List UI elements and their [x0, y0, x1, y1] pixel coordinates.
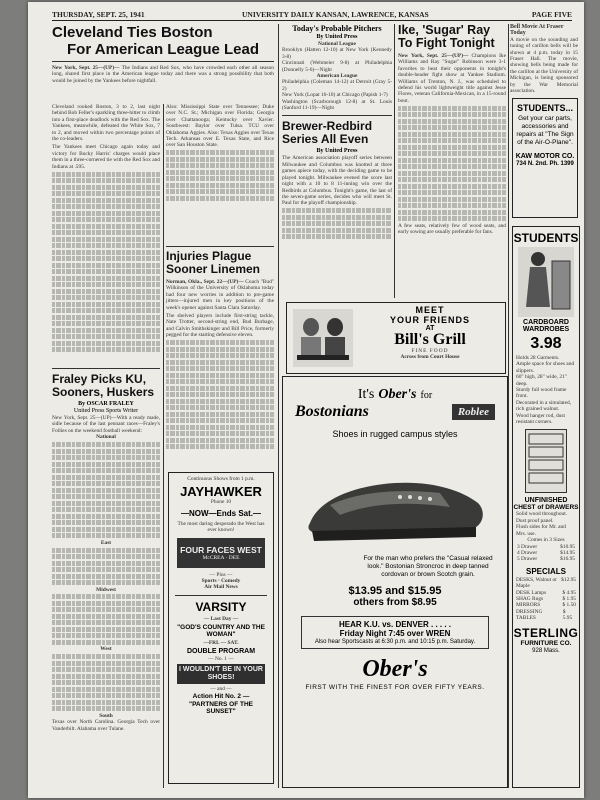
special-name: DESKS, Walnut or Maple — [516, 576, 557, 590]
fraley-headline-2: Sooners, Huskers — [52, 385, 155, 399]
wardrobe-feature: Wood hanger rod, dust resistant corners. — [516, 412, 565, 426]
theater-ad — [168, 472, 274, 784]
injuries-para-2: The shelved players include first-string tackle, Nate Trotter, second-string end, Bud Burbage, and Calvin Smithskinger and Bill Price, formerly pegged for the starting defensive eleven. — [166, 313, 274, 339]
fraley-last-line: Texas over North Carolina. Georgia Tech over Vanderbilt. Alabama over Tulane. — [52, 719, 160, 732]
jayhawker-phone: Phone 10 — [210, 499, 232, 506]
jayhawker-plus: — Plus — — [209, 571, 233, 578]
varsity-double: DOUBLE PROGRAM — [186, 647, 256, 655]
obers-its: It's — [357, 387, 375, 402]
special-items — [513, 577, 579, 622]
ike-dateline: New York, Sept. 25—(UP)— — [398, 53, 469, 59]
text-filler — [52, 172, 160, 353]
injuries-pre-text: Also: Mississippi State over Tennessee; Duke over N.C. St.; Michigan over Florida; Georgia over Chattanooga; Kentucky over Xavier. Southwest: Baylor over Tulsa. TCU over Oklahoma Aggies. Also: Texas Aggies over Texas Tech. Arkansas over E. Texas State, and Rice over San Houston State. — [166, 104, 274, 149]
special-price: $ 1.50 — [562, 602, 576, 609]
kaw-students: STUDENTS... — [516, 103, 573, 113]
varsity-no1: — No. 1 — — [208, 655, 234, 662]
sterling-wardrobes: WARDROBES — [522, 326, 570, 333]
bostonians-logo: Bostonians — [295, 403, 369, 420]
ike-end-text: A few seats, relatively few of wood seats, and early sowing are usually preferable for fans. — [398, 222, 506, 236]
fraley-west-label: West — [100, 646, 112, 653]
obers-name: Ober's — [378, 387, 417, 402]
pitchers-al-game-3: Washington (Scarborough 12-8) at St. Louis (Sanford 11-19)—Night — [282, 98, 392, 112]
pitchers-nl-game-1: Brooklyn (Hatten 12-10) at New York (Kennedy 3-8) — [282, 47, 392, 60]
sterling-chest: CHEST of DRAWERS — [513, 504, 579, 512]
varsity-movie2: "GOD'S COUNTRY AND THE WOMAN" — [177, 624, 265, 639]
obers-logo: Ober's — [362, 656, 428, 682]
kaw-line1: Get your car parts, accessories and repairs at "The Sign of the Air-O-Plane". — [516, 115, 574, 146]
size-price: $14.95 — [560, 549, 575, 556]
sterling-cardboard: CARDBOARD — [523, 319, 569, 326]
pitchers-nl-game-2: Cincinnati (Wehmeier 9-8) at Philadelphia (Donnelly 5-6)—Night — [282, 60, 392, 73]
header-page: PAGE FIVE — [531, 10, 572, 19]
cleveland-para-3: The Yankees meet Chicago again today and victory for Bucky Harris' charges would place them in a three-cornered tie with the Red Sox and Indians at .595. — [52, 144, 160, 170]
fraley-story — [52, 368, 160, 793]
fraley-midwest-label: Midwest — [96, 586, 116, 593]
special-price: $12.95 — [561, 576, 576, 583]
kaw-name: KAW MOTOR CO. — [515, 153, 575, 160]
wren-box — [301, 616, 489, 649]
size-name: 3 Drawer — [517, 543, 538, 550]
cleveland-para-2: Cleveland rooked Boston, 3 to 2, last night behind Bob Feller's sparkling three-hitter to climb into a first-place deadlock with the Red Sox. The Yankees, meanwhile, defeated the White Sox, 7 to 2, and moved within two percentage points of the co-leaders. — [52, 104, 160, 143]
column-rule — [508, 24, 509, 788]
obers-ad — [282, 376, 508, 788]
special-price: $ 4.95 — [562, 589, 576, 596]
pitchers-al-game-1: Philadelphia (Coleman 14-12) at Detroit (Gray 5-2) — [282, 79, 392, 92]
pitchers-al-game-2: New York (Lopat 16-10) at Chicago (Papish 1-7) — [282, 92, 388, 99]
varsity-name: VARSITY — [195, 599, 247, 614]
cleveland-lead: The Indians and Red Sox, who have crowded each other all season long, shared first place in the American league today and there was a strong possibility that both would be joined by the Yankees before nightfall. — [52, 65, 274, 84]
bills-grill-ad — [286, 302, 506, 374]
chest-sizes — [513, 544, 579, 563]
fraley-south-label: South — [99, 712, 113, 719]
kaw-motor-ad — [512, 98, 578, 218]
jayhawker-ends: —NOW—Ends Sat.— — [180, 508, 261, 518]
brewer-headline-2: Series All Even — [282, 132, 369, 147]
bell-headline: Bell Movie At Fraser Today — [510, 24, 564, 37]
chest-feature: Flush sides for Mr. and Mrs. use. — [516, 524, 566, 537]
newspaper-page — [28, 2, 584, 798]
jayhawker-extras-2: Air Mail News — [204, 584, 238, 591]
col2-continued — [166, 104, 274, 244]
fraley-national-label: National — [96, 434, 116, 441]
student-illustration — [518, 247, 574, 317]
pitchers-al-label: American League — [316, 73, 358, 80]
chest-feature: Solid wood throughout. — [516, 511, 568, 518]
sterling-ad — [512, 226, 580, 788]
bell-story — [510, 24, 578, 95]
ike-headline-2: To Fight Tonight — [398, 36, 495, 50]
size-price: $10.95 — [560, 543, 575, 550]
obers-copy: For the man who prefers the "Casual relaxed look." Bostonian Stroncroc in deep tanned cordovan or brown Scotch grain. — [363, 555, 493, 578]
cleveland-dateline: New York, Sept. 25—(UP)— — [52, 65, 120, 71]
special-price: $ 1.95 — [562, 595, 576, 602]
jayhawker-tagline: The most daring desperado the West has ever known! — [177, 520, 265, 534]
brewer-byline: By United Press — [316, 148, 358, 155]
sterling-specials: SPECIALS — [525, 566, 566, 576]
shoe-illustration — [300, 445, 490, 555]
header-title: UNIVERSITY DAILY KANSAN, LAWRENCE, KANSAS — [242, 10, 429, 19]
varsity-movie4: Action Hit No. 2 — "PARTNERS OF THE SUNSET" — [189, 693, 253, 716]
brewer-text: The American association playoff series between Milwaukee and Columbus was knotted at three games apiece today, with the deciding game to be played tonight. Milwaukee evened the score last night with a 10 to 8 11-inning win over the Redbirds at Columbus. Tonight's game, the last of the seven-game series, decides who will meet St. Paul for the playoff championship. — [282, 155, 392, 207]
obers-sports: Also hear Sportscasts at 6:30 p.m. and 10:15 p.m. Saturday. — [314, 639, 476, 645]
kaw-address: 734 N. 2nd. Ph. 1399 — [516, 161, 574, 167]
sterling-address: 928 Mass. — [532, 647, 560, 654]
special-name: DESK Lamps — [516, 589, 547, 596]
varsity-fri-sat: —FRI. — SAT. — [203, 640, 239, 647]
diners-illustration — [293, 309, 353, 367]
bills-at: AT — [425, 325, 435, 332]
obers-for: for — [420, 390, 433, 401]
injuries-dateline: Norman, Okla., Sept. 22—(UP)— — [166, 279, 244, 285]
jayhawker-continuous: Continuous Shows from 1 p.m. — [187, 476, 255, 482]
column-rule — [163, 104, 164, 788]
bills-meet: MEET — [415, 305, 445, 315]
fraley-east-label: East — [100, 539, 112, 546]
jayhawker-name: JAYHAWKER — [180, 484, 262, 500]
wardrobe-feature: Sturdy full wood frame front. — [516, 387, 567, 400]
ike-story — [398, 24, 506, 324]
sterling-students: STUDENTS — [513, 231, 579, 245]
wardrobe-feature: Holds 28 Garments. — [516, 355, 560, 361]
special-price: $ 5.95 — [562, 608, 573, 622]
special-name: SHAG Rugs — [516, 595, 544, 602]
wardrobe-feature: Decorated in a simulated, rich grained walnut. — [516, 399, 572, 413]
ike-text: Champions Ike Williams and Ray "Sugar" Robinson were 3-1 favorites to beat their opponents in tonight's double-header fight show at Yankee Stadium. Williams of Trenton, N. J., was scheduled to defend his world lightweight title against Jesse Flores, veteran California-Mexican, in a 15-round bout. — [398, 53, 506, 104]
page-header — [52, 8, 572, 21]
wardrobe-features — [513, 355, 579, 425]
bills-name: Bill's Grill — [394, 331, 466, 348]
chest-feature: Dust proof panel. — [516, 517, 554, 524]
cleveland-headline-2: For American League Lead — [67, 41, 259, 58]
wardrobe-feature: Ample space for shoes and slippers. — [516, 361, 575, 374]
movie3-banner — [177, 664, 265, 684]
bills-food: FINE FOOD — [411, 348, 449, 354]
size-name: 4 Drawer — [517, 549, 538, 556]
cleveland-headline-1: Cleveland Ties Boston — [52, 24, 213, 41]
ike-headline-1: Ike, 'Sugar' Ray — [398, 23, 491, 37]
bell-text: A movie on the sounding and tuning of carillon bells will be shown at 4 p.m. today in 15 Fraser Hall. The movie, showing bells being made for the carillon at the University of Michigan, is being sponsored by the War Memorial association. — [510, 36, 578, 95]
pitchers-headline: Today's Probable Pitchers — [292, 24, 382, 33]
sterling-unfinished: UNFINISHED — [524, 497, 568, 505]
sterling-price: 3.98 — [530, 335, 562, 352]
injuries-headline-1: Injuries Plague — [166, 249, 252, 263]
column-rule — [394, 24, 395, 298]
size-name: 5 Drawer — [517, 556, 538, 563]
roblee-logo: Roblee — [452, 404, 495, 420]
fraley-lead: New York, Sept. 25—(UP)—With a ready made, sidle because of the last pennant races—Fraley's Follies on the weekend football weekend: — [52, 415, 160, 434]
obers-price: $13.95 and $15.95 — [348, 585, 442, 597]
injuries-lead: Coach "Bud" Wilkinson of the University of Oklahoma today had four new worries in addition to pre-game jitters—injured men in key positions of the week's opener against Santa Clara Saturday. — [166, 279, 274, 311]
cleveland-continued — [52, 104, 160, 369]
column-rule — [278, 24, 279, 788]
bills-friends: YOUR FRIENDS — [389, 315, 470, 325]
movie1-cast: McCREA · DEE — [202, 554, 240, 561]
wardrobe-feature: 60" high, 28" wide, 21" deep. — [516, 374, 567, 387]
sterling-comes: Comes in 3 Sizes — [527, 537, 565, 544]
varsity-and: — and — — [210, 686, 232, 693]
size-price: $16.95 — [560, 556, 575, 563]
fraley-byline-2: United Press Sports Writer — [73, 408, 139, 414]
fraley-byline: By OSCAR FRALEY — [78, 401, 134, 407]
brewer-headline-1: Brewer-Redbird — [282, 119, 373, 134]
chest-illustration — [525, 429, 567, 493]
special-name: DRESSING TABLES — [516, 608, 543, 622]
cleveland-story — [52, 24, 274, 112]
movie3-title: I WOULDN'T BE IN YOUR SHOES! — [179, 666, 263, 682]
obers-shoes: Shoes in rugged campus styles — [332, 429, 458, 439]
movie1-title: FOUR FACES WEST — [180, 544, 262, 555]
bills-across: Across from Court House — [400, 354, 460, 361]
obers-night: Friday Night 7:45 over WREN — [339, 629, 451, 638]
fraley-headline-1: Fraley Picks KU, — [52, 372, 147, 386]
obers-footer: FIRST WITH THE FINEST FOR OVER FIFTY YEARS. — [305, 684, 485, 691]
pitchers-story — [282, 24, 392, 324]
movie1-banner — [177, 538, 265, 568]
special-name: MIRRORS — [516, 602, 541, 609]
sterling-name: STERLING — [513, 625, 579, 640]
pitchers-byline: By United Press — [316, 34, 358, 40]
jayhawker-extras-1: Sports · Comedy — [201, 578, 241, 585]
header-date: THURSDAY, SEPT. 25, 1941 — [52, 10, 145, 19]
pitchers-nl-label: National League — [318, 41, 356, 47]
obers-hear: HEAR K.U. vs. DENVER . . . . . — [338, 620, 452, 629]
obers-others: others from $8.95 — [353, 597, 437, 608]
divider — [52, 61, 274, 62]
varsity-last-day: — Last Day — — [203, 615, 239, 622]
sterling-furniture: FURNITURE CO. — [520, 639, 572, 647]
injuries-headline-2: Sooner Linemen — [166, 262, 261, 276]
injuries-story — [166, 246, 274, 471]
